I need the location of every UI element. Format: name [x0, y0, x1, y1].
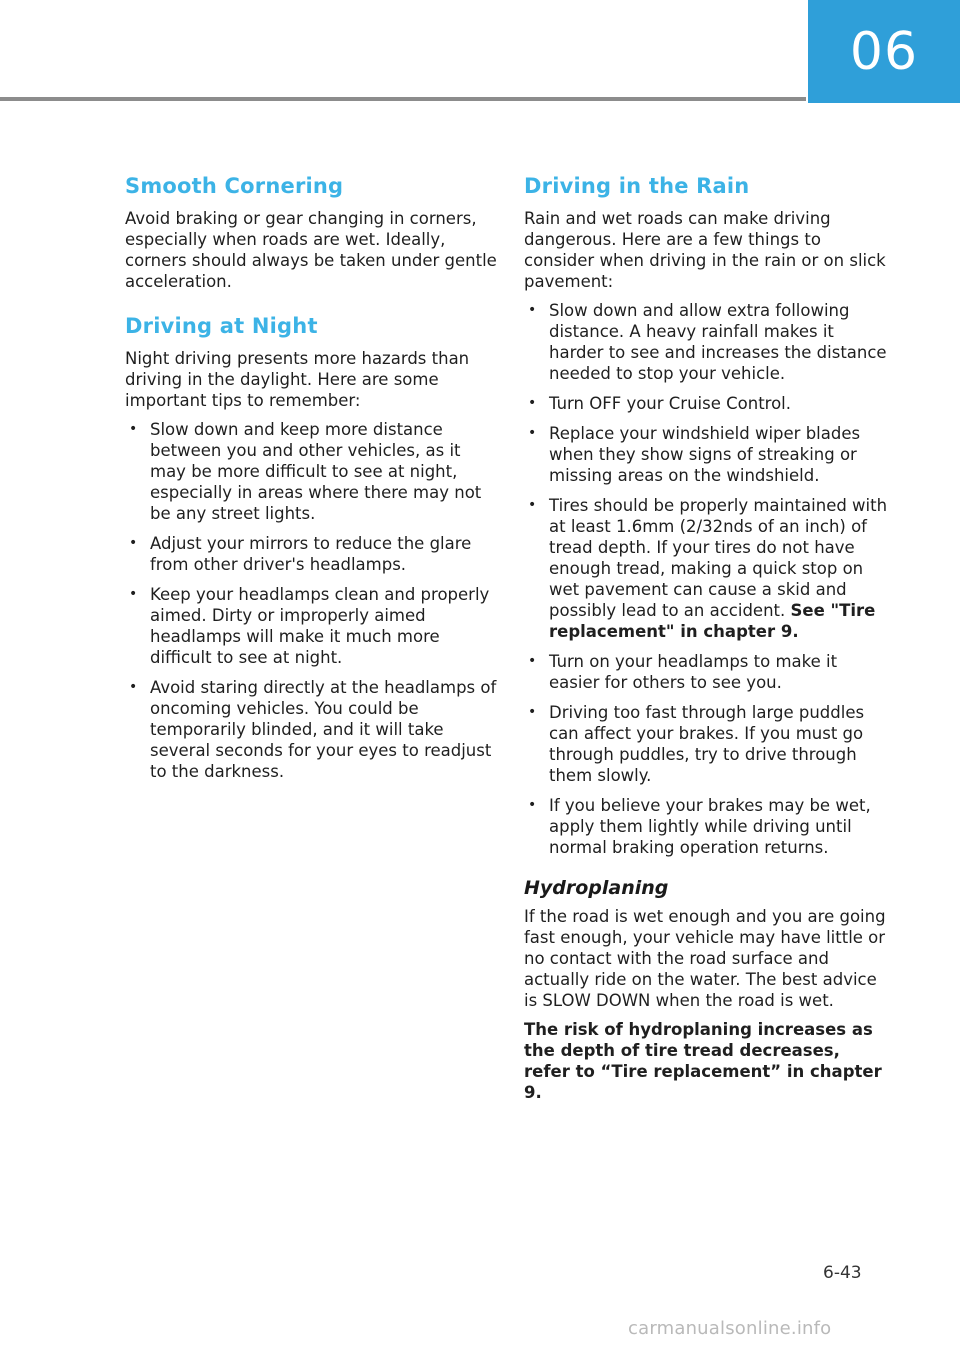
tire-replacement-reference: See "Tire replacement" in chapter 9.	[549, 601, 876, 641]
list-item: • Replace your windshield wiper blades when they show signs of streaking or missing areas on the windshield.	[528, 424, 861, 485]
night-driving-intro: Night driving presents more hazards than driving in the daylight. Here are some important tips to remember:	[125, 349, 470, 410]
bullet-icon: •	[129, 535, 138, 551]
list-item: • Keep your headlamps clean and properly aimed. Dirty or improperly aimed headlamps will make it much more difficult to see at night.	[129, 585, 490, 667]
bullet-icon: •	[528, 653, 537, 669]
smooth-cornering-body: Avoid braking or gear changing in corners, especially when roads are wet. Ideally, corners should always be taken under gentle acceleration.	[125, 209, 497, 291]
list-item: • Turn on your headlamps to make it easier for others to see you.	[528, 652, 838, 692]
hydroplaning-heading: Hydroplaning	[524, 877, 669, 899]
night-driving-list	[125, 419, 497, 782]
bullet-icon: •	[129, 586, 138, 602]
bullet-icon: •	[528, 302, 537, 318]
bullet-icon: •	[129, 421, 138, 437]
rain-driving-intro: Rain and wet roads can make driving dangerous. Here are a few things to consider when driving in the rain or on slick pavement:	[524, 209, 886, 291]
bullet-icon: •	[528, 395, 537, 411]
left-column	[125, 170, 497, 791]
list-item: • Adjust your mirrors to reduce the glare from other driver's headlamps.	[129, 534, 472, 574]
list-item: • Slow down and keep more distance between you and other vehicles, as it may be more difficult to see at night, especially in areas where there may not be any street lights.	[129, 420, 482, 523]
night-driving-heading: Driving at Night	[125, 314, 318, 338]
hydroplaning-warning: The risk of hydroplaning increases as the depth of tire tread decreases, refer to “Tire replacement” in chapter 9.	[524, 1020, 882, 1102]
list-item: • Tires should be properly maintained with at least 1.6mm (2/32nds of an inch) of tread depth. If your tires do not have enough tread, making a quick stop on wet pavement can cause a skid and possibly lead to an accident. See "Tire replacement" in chapter 9.	[528, 496, 888, 641]
smooth-cornering-heading: Smooth Cornering	[125, 174, 344, 198]
rain-driving-heading: Driving in the Rain	[524, 174, 750, 198]
bullet-icon: •	[528, 425, 537, 441]
bullet-icon: •	[129, 679, 138, 695]
header-rule	[0, 97, 806, 101]
bullet-icon: •	[528, 497, 537, 513]
hydroplaning-body: If the road is wet enough and you are going fast enough, your vehicle may have little or no contact with the road surface and actually ride on the water. The best advice is SLOW DOWN when the road is wet.	[524, 907, 886, 1010]
list-item: • Avoid staring directly at the headlamps of oncoming vehicles. You could be temporarily blinded, and it will take several seconds for your eyes to readjust to the darkness.	[129, 678, 497, 781]
list-item: • If you believe your brakes may be wet, apply them lightly while driving until normal braking operation returns.	[528, 796, 871, 857]
list-item: • Driving too fast through large puddles can affect your brakes. If you must go through puddles, try to drive through them slowly.	[528, 703, 865, 785]
bullet-icon: •	[528, 797, 537, 813]
bullet-icon: •	[528, 704, 537, 720]
page-number: 6-43	[823, 1263, 862, 1283]
right-column	[524, 170, 890, 1111]
list-item: • Slow down and allow extra following distance. A heavy rainfall makes it harder to see and increases the distance needed to stop your vehicle.	[528, 301, 887, 383]
rain-driving-list	[524, 300, 890, 858]
watermark: carmanualsonline.info	[628, 1318, 832, 1339]
chapter-tab: 06	[808, 0, 960, 103]
list-item: • Turn OFF your Cruise Control.	[528, 394, 792, 413]
